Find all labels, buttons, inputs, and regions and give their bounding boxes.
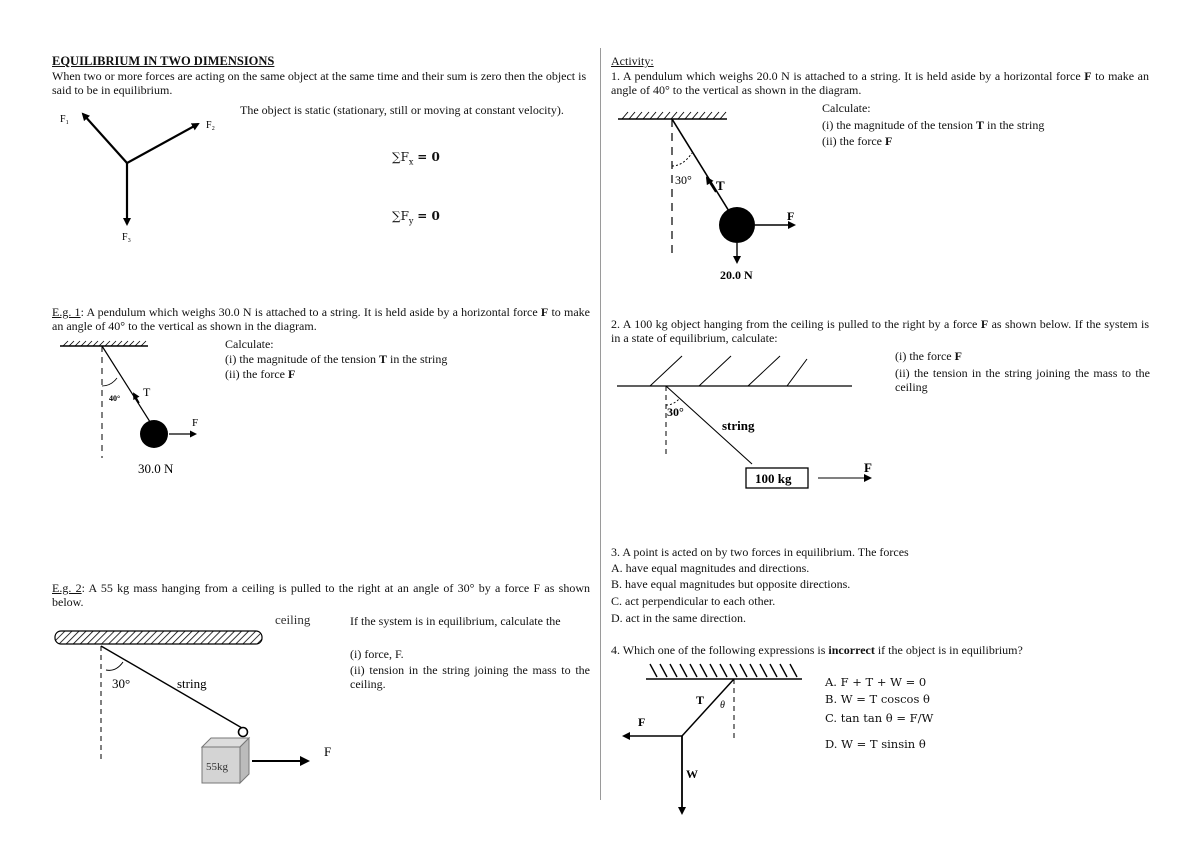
example1-pendulum-diagram: [55, 338, 225, 478]
mass-label: 55kg: [206, 761, 228, 773]
activity-q4-option-c: C. tan tan θ = F/W: [825, 711, 934, 725]
activity-q3-option-d: D. act in the same direction.: [611, 611, 746, 625]
activity-q2-item1: (i) the force F: [895, 349, 962, 363]
hook-ring: [239, 728, 248, 737]
f3-label: F₃: [122, 232, 132, 243]
force-label: F: [324, 744, 332, 759]
activity-q2-text: 2. A 100 kg object hanging from the ceiling is pulled to the right by a force F as shown below. If the system is in a state of equilibrium, calculate:: [611, 317, 1149, 345]
angle-label: 30°: [667, 405, 684, 419]
string-line: [682, 679, 734, 736]
tension-label: T: [143, 385, 151, 399]
example2-item1: (i) force, F.: [350, 647, 404, 661]
theta-label: θ: [720, 700, 725, 711]
angle-arc: [106, 662, 123, 670]
activity-q1-calculate: Calculate:: [822, 101, 871, 115]
activity-q3-stem: 3. A point is acted on by two forces in equilibrium. The forces: [611, 545, 909, 559]
activity-q4-option-a: A. F + T + W = 0: [825, 675, 927, 689]
ceiling-label: ceiling: [275, 612, 311, 627]
intro-text: When two or more forces are acting on the same object at the same time and their sum is zero then the object is said to be in equilibrium.: [52, 69, 587, 97]
force-label: F: [787, 209, 795, 223]
ceiling-bar: [55, 631, 262, 644]
tension-label: T: [716, 178, 725, 193]
sum-fy-equation: $\sum F_y = 0$: [392, 209, 440, 226]
example1-item2: (ii) the force F: [225, 367, 296, 381]
activity-q4-stem: 4. Which one of the following expressions is incorrect if the object is in equilibrium?: [611, 643, 1023, 657]
static-definition: The object is static (stationary, still or moving at constant velocity).: [240, 103, 564, 117]
angle-arc: [672, 153, 692, 166]
column-divider: [600, 48, 601, 800]
string-label: string: [177, 676, 207, 691]
string-line: [672, 119, 732, 216]
force-label: F: [192, 417, 199, 429]
weight-label: 30.0 N: [138, 461, 174, 476]
angle-arc: [102, 378, 117, 386]
activity-q3-option-b: B. have equal magnitudes but opposite directions.: [611, 577, 851, 591]
example2-hanging-mass-diagram: [50, 610, 350, 790]
example1-item1: (i) the magnitude of the tension T in the string: [225, 352, 448, 366]
f1-label: F₁: [60, 114, 70, 125]
activity-q2-hanging-mass-diagram: [612, 350, 892, 495]
activity-heading: Activity:: [611, 54, 654, 68]
angle-label: 30°: [112, 676, 131, 691]
activity-q3-option-a: A. have equal magnitudes and directions.: [611, 561, 810, 575]
example2-text: E.g. 2: A 55 kg mass hanging from a ceiling is pulled to the right at an angle of 30° by a force F as shown below.: [52, 581, 590, 609]
activity-q1-text: 1. A pendulum which weighs 20.0 N is attached to a string. It is held aside by a horizontal force F to make an angle of 40° to the vertical as shown in the diagram.: [611, 69, 1149, 97]
angle-arc: [666, 398, 680, 405]
ceiling-hatch: [650, 664, 797, 677]
activity-q1-pendulum-diagram: [612, 104, 812, 282]
example2-question: If the system is in equilibrium, calculate the: [350, 614, 561, 628]
concurrent-forces-diagram: [50, 108, 230, 248]
activity-q2-item2: (ii) the tension in the string joining the mass to the ceiling: [895, 366, 1150, 394]
activity-q4-forces-diagram: [612, 660, 812, 820]
tension-label: T: [696, 693, 705, 707]
ceiling-hatch: [650, 356, 807, 386]
f2-arrow: [127, 124, 198, 163]
activity-q1-item1: (i) the magnitude of the tension T in the string: [822, 118, 1045, 132]
force-label: F: [864, 460, 872, 475]
ceiling-hatch: [622, 112, 726, 119]
weight-label: W: [686, 767, 698, 781]
example1-calculate: Calculate:: [225, 337, 274, 351]
force-label: F: [638, 715, 646, 729]
pendulum-bob: [719, 207, 755, 243]
f2-label: F₂: [206, 120, 216, 131]
tension-arrow: [707, 178, 716, 192]
mass-label: 100 kg: [755, 471, 792, 486]
example1-text: E.g. 1: A pendulum which weighs 30.0 N is attached to a string. It is held aside by a horizontal force F to make an angle of 40° to the vertical as shown in the diagram.: [52, 305, 590, 333]
angle-label: 40°: [109, 394, 121, 403]
activity-q4-option-d: D. W = T sinsin θ: [825, 737, 926, 751]
angle-label: 30°: [675, 173, 692, 187]
sum-fx-equation: $\sum F_x = 0$: [392, 150, 440, 167]
f1-arrow: [83, 114, 127, 163]
activity-q3-option-c: C. act perpendicular to each other.: [611, 594, 776, 608]
string-label: string: [722, 418, 755, 433]
weight-label: 20.0 N: [720, 268, 753, 282]
page-heading: EQUILIBRIUM IN TWO DIMENSIONS: [52, 54, 275, 68]
activity-q4-option-b: B. W = T coscos θ: [825, 692, 930, 706]
activity-q1-item2: (ii) the force F: [822, 134, 893, 148]
pendulum-bob: [140, 420, 168, 448]
example2-item2: (ii) tension in the string joining the mass to the ceiling.: [350, 663, 590, 691]
